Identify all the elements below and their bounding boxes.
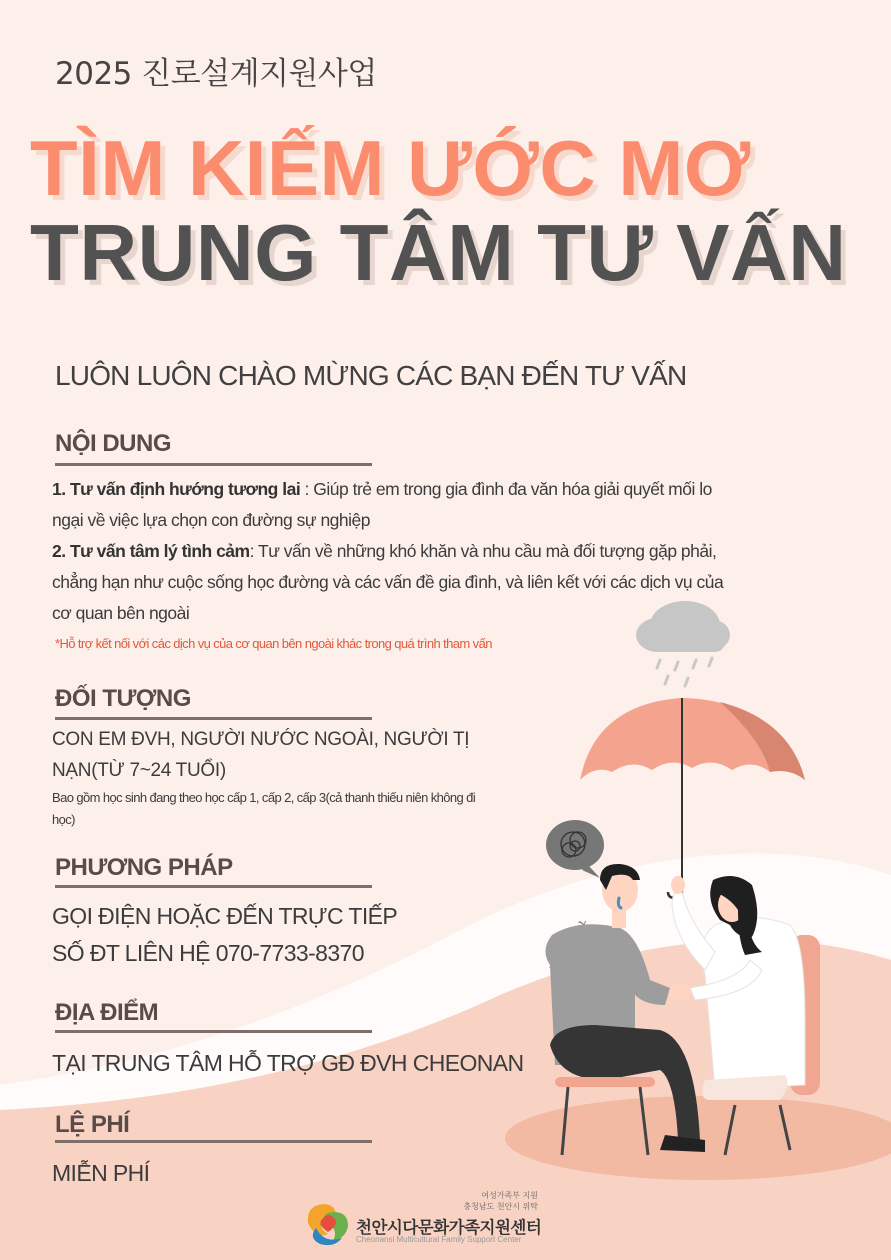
location-line1: TẠI TRUNG TÂM HỖ TRỢ GĐ ĐVH CHEONAN <box>52 1050 524 1076</box>
method-underline <box>55 885 372 888</box>
main-title-line2: TRUNG TÂM TƯ VẤN <box>30 208 847 297</box>
location-underline <box>55 1030 372 1033</box>
logo-name-en: Cheonansi Multicultural Family Support Center <box>356 1235 522 1244</box>
logo-sponsor-2: 충청남도 천안시 위탁 <box>463 1202 538 1211</box>
center-logo <box>298 1188 548 1250</box>
content-item2-title: 2. Tư vấn tâm lý tình cảm <box>52 541 250 561</box>
target-note: Bao gồm học sinh đang theo học cấp 1, cấp 2, cấp 3(cả thanh thiếu niên không đi học) <box>52 790 476 827</box>
content-heading: NỘI DUNG <box>55 430 171 457</box>
fee-line1: MIỄN PHÍ <box>52 1160 150 1186</box>
target-text: CON EM ĐVH, NGƯỜI NƯỚC NGOÀI, NGƯỜI TỊ NẠN(TỪ 7~24 TUỔI) <box>52 729 470 781</box>
method-phone: SỐ ĐT LIÊN HỆ 070-7733-8370 <box>52 940 364 966</box>
fee-underline <box>55 1140 372 1143</box>
content-item2-text: : Tư vấn về những khó khăn và nhu cầu mà đối tượng gặp phải, chẳng hạn như cuộc sống học đường và các vấn đề gia đình, và liên kết với các dịch vụ của cơ quan bên ngoài <box>52 541 724 623</box>
content-item1-text: : Giúp trẻ em trong gia đình đa văn hóa giải quyết mối lo ngại về việc lựa chọn con đường sự nghiệp <box>52 479 712 530</box>
target-underline <box>55 717 372 720</box>
program-name: 2025 진로설계지원사업 <box>55 56 377 92</box>
welcome-message: LUÔN LUÔN CHÀO MỪNG CÁC BẠN ĐẾN TƯ VẤN <box>55 360 687 391</box>
counselor-figure <box>671 876 805 1100</box>
content-underline <box>55 463 372 466</box>
method-line1: GỌI ĐIỆN HOẶC ĐẾN TRỰC TIẾP <box>52 903 398 929</box>
content-note: *Hỗ trợ kết nối với các dịch vụ của cơ quan bên ngoài khác trong quá trình tham vấn <box>55 636 492 651</box>
thought-bubble-icon <box>546 820 604 878</box>
logo-sponsor-1: 여성가족부 지원 <box>481 1191 538 1200</box>
logo-name-ko: 천안시다문화가족지원센터 <box>356 1218 542 1237</box>
method-heading: PHƯƠNG PHÁP <box>55 854 233 881</box>
main-title-line1: TÌM KIẾM ƯỚC MƠ <box>30 124 751 212</box>
location-heading: ĐỊA ĐIỂM <box>55 999 159 1026</box>
center-logo-icon <box>298 1198 356 1248</box>
target-heading: ĐỐI TƯỢNG <box>55 685 191 712</box>
counseling-illustration <box>500 580 891 1170</box>
fee-heading: LỆ PHÍ <box>55 1111 130 1138</box>
rain-cloud-icon <box>636 601 730 686</box>
content-item1-title: 1. Tư vấn định hướng tương lai <box>52 479 301 499</box>
